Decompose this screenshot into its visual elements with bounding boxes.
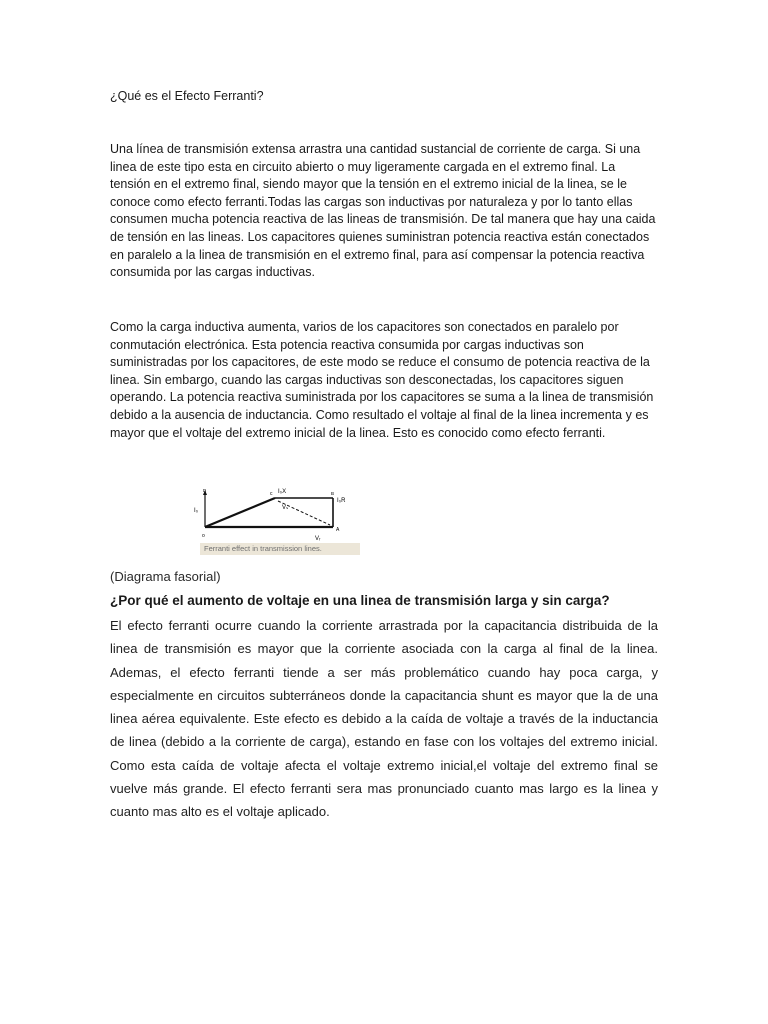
phasor-diagram-caption: (Diagrama fasorial)	[110, 569, 221, 584]
paragraph-intro: Una línea de transmisión extensa arrastra una cantidad sustancial de corriente de carga. Si una linea de este tipo esta en circuito abierto o muy ligeramente cargada en el extremo final. La tensión en el extremo final, siendo mayor que la tensión en el extremo inicial de la linea, se le conoce como efecto ferranti.Todas las cargas son inductivas por naturaleza y por lo tanto ellas consumen mucha potencia reactiva de las lineas de transmisión. De tal manera que hay una caida de tensión en las lineas. Los capacitores quienes suministran potencia reactiva están conectados en paralelo a la linea de transmisión en el extremo final, para así compensar la potencia reactiva consumida por las cargas inductivas.	[110, 142, 656, 280]
label-vr: Vᵣ	[315, 536, 321, 542]
paragraph-inductive-load: Como la carga inductiva aumenta, varios de los capacitores son conectados en paralelo por conmutación electrónica. Esta potencia reactiva consumida por cargas inductivas son suministradas por los capacitores, de este modo se reduce el consumo de potencia reactiva de la linea. Sin embargo, cuando las cargas inductivas son desconectadas, los capacitores siguen operando. La potencia reactiva suministrada por los capacitores se suma a la linea de transmisión debido a la ausencia de inductancia. Como resultado el voltaje al final de la linea incrementa y es mayor que el voltaje del extremo inicial de la linea. Esto es conocido como efecto ferranti.	[110, 320, 654, 440]
paragraph-explanation: El efecto ferranti ocurre cuando la corriente arrastrada por la capacitancia distribuida de la linea de transmisión es mayor que la corriente asociada con la carga al final de la linea. Ademas, el efecto ferranti tiende a ser más problemático cuando hay poca carga, y especialmente en circuitos subterráneos donde la capacitancia shunt es mayor que la de una linea aérea equivalente. Este efecto es debido a la caída de voltaje a través de la inductancia de linea (debido a la corriente de carga), estando en fase con los voltajes del extremo inicial. Como esta caída de voltaje afecta el voltaje extremo inicial,el voltaje del extremo final se vuelve más grande. El efecto ferranti sera mas pronunciado cuanto mas largo es la linea y cuanto mas alto es el voltaje aplicado.	[110, 618, 658, 820]
phasor-diagram-figure	[196, 482, 366, 558]
figure-caption: Ferranti effect in transmission lines.	[200, 543, 360, 555]
label-origin-top: D	[203, 488, 207, 493]
label-vs: Vₛ	[282, 505, 289, 511]
page-title: ¿Qué es el Efecto Ferranti?	[110, 89, 264, 103]
phasor-diagram	[196, 482, 366, 544]
label-current: I₀	[194, 508, 199, 514]
sending-voltage-phasor-line	[205, 498, 275, 527]
label-point-b: B	[331, 491, 335, 496]
section-question-heading: ¿Por qué el aumento de voltaje en una linea de transmisión larga y sin carga?	[110, 593, 610, 608]
label-ir: I₀R	[337, 498, 346, 504]
label-point-a: A	[336, 527, 340, 533]
label-ix: I₀X	[278, 489, 287, 495]
label-origin: o	[202, 533, 205, 539]
label-point-c: c	[270, 491, 273, 497]
